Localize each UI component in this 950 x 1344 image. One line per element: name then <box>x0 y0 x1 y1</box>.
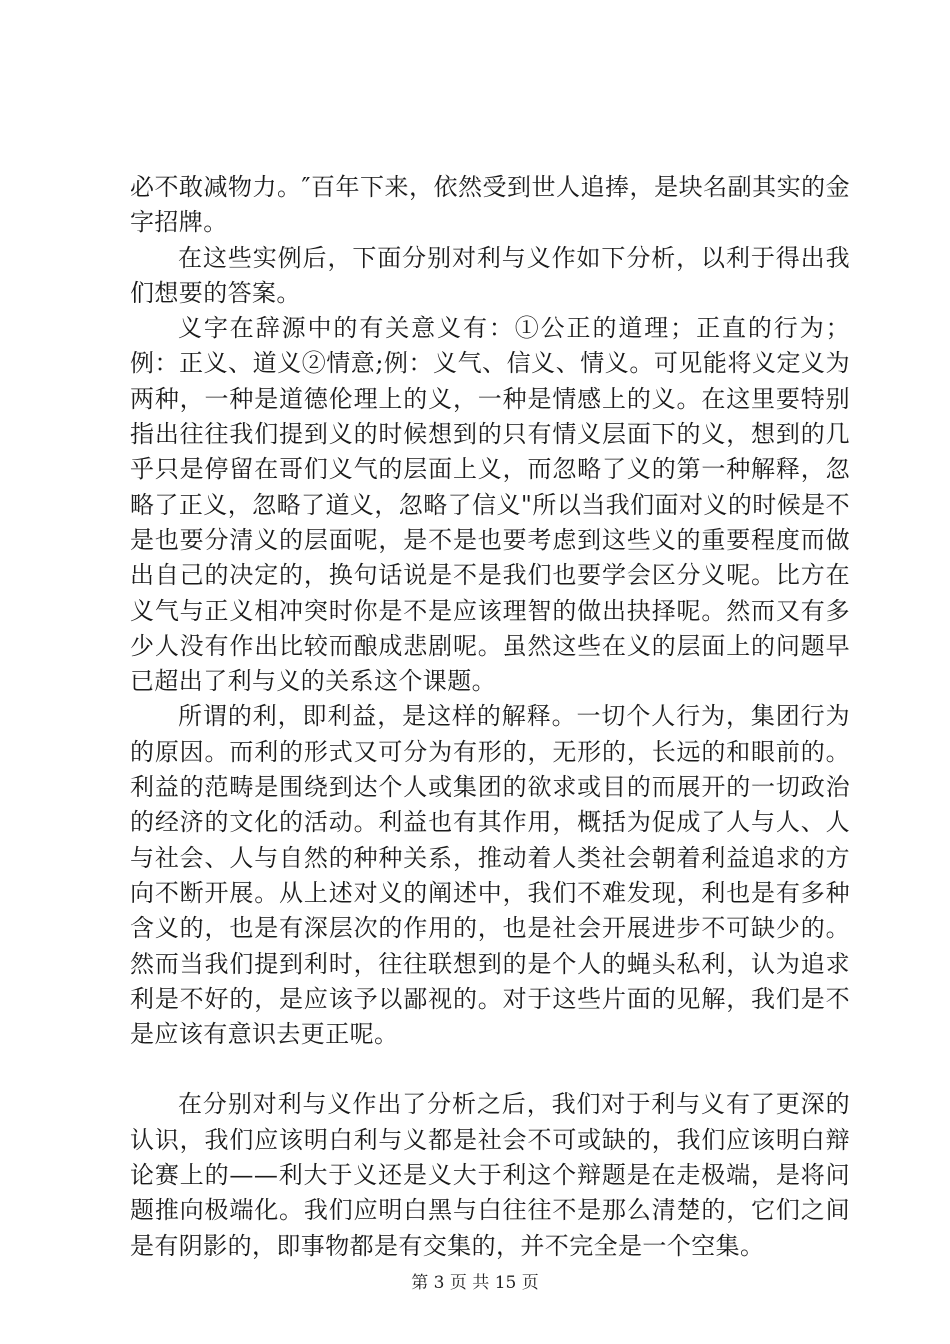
paragraph-5: 在分别对利与义作出了分析之后，我们对于利与义有了更深的认识，我们应该明白利与义都是社会不可或缺的，我们应该明白辩论赛上的——利大于义还是义大于利这个辩题是在走极端，是将问题推向极端化。我们应明白黑与白往往不是那么清楚的，它们之间是有阴影的，即事物都是有交集的，并不完全是一个空集。 <box>130 1090 850 1260</box>
paragraph-2: 在这些实例后，下面分别对利与义作如下分析，以利于得出我们想要的答案。 <box>130 243 850 307</box>
document-body <box>130 170 850 1264</box>
page-number-footer: 第 3 页 共 15 页 <box>411 1273 539 1293</box>
paragraph-1: 必不敢减物力。″百年下来，依然受到世人追捧，是块名副其实的金字招牌。 <box>130 173 850 237</box>
paragraph-spacer <box>130 1052 850 1087</box>
paragraph-3: 义字在辞源中的有关意义有：①公正的道理；正直的行为；例：正义、道义②情意;例：义气、信义、情义。可见能将义定义为两种，一种是道德伦理上的义，一种是情感上的义。在这里要特别指出往往我们提到义的时候想到的只有情义层面下的义，想到的几乎只是停留在哥们义气的层面上义，而忽略了义的第一种解释，忽略了正义，忽略了道义，忽略了信义"所以当我们面对义的时候是不是也要分清义的层面呢，是不是也要考虑到这些义的重要程度而做出自己的决定的，换句话说是不是我们也要学会区分义呢。比方在义气与正义相冲突时你是不是应该理智的做出抉择呢。然而又有多少人没有作出比较而酿成悲剧呢。虽然这些在义的层面上的问题早已超出了利与义的关系这个课题。 <box>130 314 850 696</box>
paragraph-4: 所谓的利，即利益，是这样的解释。一切个人行为，集团行为的原因。而利的形式又可分为有形的，无形的，长远的和眼前的。利益的范畴是围绕到达个人或集团的欲求或目的而展开的一切政治的经济的文化的活动。利益也有其作用，概括为促成了人与人、人与社会、人与自然的种种关系，推动着人类社会朝着利益追求的方向不断开展。从上述对义的阐述中，我们不难发现，利也是有多种含义的，也是有深层次的作用的，也是社会开展进步不可缺少的。然而当我们提到利时，往往联想到的是个人的蝇头私利，认为追求利是不好的，是应该予以鄙视的。对于这些片面的见解，我们是不是应该有意识去更正呢。 <box>130 702 850 1049</box>
